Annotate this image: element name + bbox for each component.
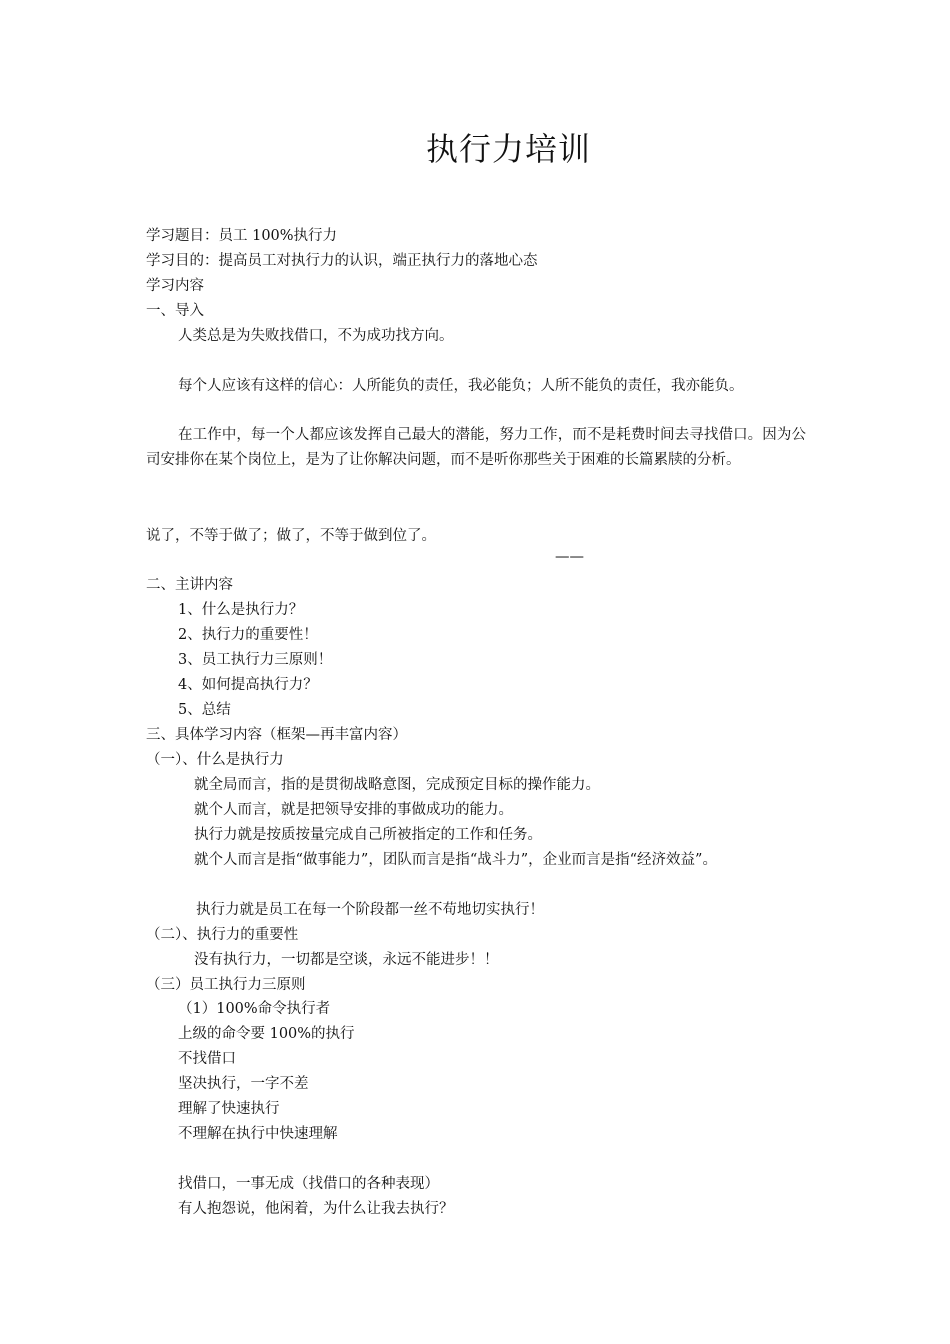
- quote-dash: ——: [555, 549, 584, 565]
- section1-paragraph-3: 在工作中，每一个人都应该发挥自己最大的潜能，努力工作，而不是耗费时间去寻找借口。因为公司安排你在某个岗位上，是为了让你解决问题，而不是听你那些关于困难的长篇累牍的分析。: [146, 427, 806, 468]
- principle1-item: 上级的命令要 100%的执行: [178, 1026, 355, 1042]
- section2-item: 3、员工执行力三原则！: [178, 652, 333, 668]
- principle1-heading: （1）100%命令执行者: [178, 1001, 331, 1017]
- sub1-line-2: 就个人而言，就是把领导安排的事做成功的能力。: [194, 802, 513, 818]
- sub2-line-1: 没有执行力，一切都是空谈，永远不能进步！！: [194, 952, 499, 968]
- principle1-item: 不找借口: [178, 1051, 236, 1067]
- section1-quote: 说了，不等于做了；做了，不等于做到位了。: [146, 528, 436, 544]
- sub1-line-5: 执行力就是员工在每一个阶段都一丝不苟地切实执行！: [196, 902, 544, 918]
- principle1-item: 理解了快速执行: [178, 1101, 280, 1117]
- principle1-item: 不理解在执行中快速理解: [178, 1126, 338, 1142]
- document-title: 执行力培训: [426, 130, 592, 168]
- sub1-line-4: 就个人而言是指“做事能力”，团队而言是指“战斗力”，企业而言是指“经济效益”。: [194, 852, 717, 868]
- section2-item: 4、如何提高执行力？: [178, 677, 318, 693]
- excuse-heading: 找借口，一事无成（找借口的各种表现）: [178, 1176, 439, 1192]
- section1-paragraph-2: 每个人应该有这样的信心：人所能负的责任，我必能负；人所不能负的责任，我亦能负。: [178, 378, 744, 394]
- purpose-line: 学习目的：提高员工对执行力的认识，端正执行力的落地心态: [146, 253, 538, 269]
- sub1-heading: （一）、什么是执行力: [146, 752, 284, 768]
- section3-heading: 三、具体学习内容（框架—再丰富内容）: [146, 727, 407, 743]
- section2-item: 2、执行力的重要性！: [178, 627, 318, 643]
- topic-line: 学习题目：员工 100%执行力: [146, 228, 338, 244]
- excuse-line-1: 有人抱怨说，他闲着，为什么让我去执行？: [178, 1201, 454, 1217]
- section2-heading: 二、主讲内容: [146, 577, 233, 593]
- section1-heading: 一、导入: [146, 303, 204, 319]
- sub3-heading: （三）员工执行力三原则: [146, 977, 306, 993]
- section1-paragraph-1: 人类总是为失败找借口，不为成功找方向。: [178, 328, 454, 344]
- content-heading: 学习内容: [146, 278, 204, 294]
- principle1-item: 坚决执行，一字不差: [178, 1076, 309, 1092]
- sub1-line-3: 执行力就是按质按量完成自己所被指定的工作和任务。: [194, 827, 542, 843]
- section2-item: 1、什么是执行力？: [178, 602, 304, 618]
- sub1-line-1: 就全局而言，指的是贯彻战略意图，完成预定目标的操作能力。: [194, 777, 600, 793]
- section2-item: 5、总结: [178, 702, 231, 718]
- sub2-heading: （二）、执行力的重要性: [146, 927, 299, 943]
